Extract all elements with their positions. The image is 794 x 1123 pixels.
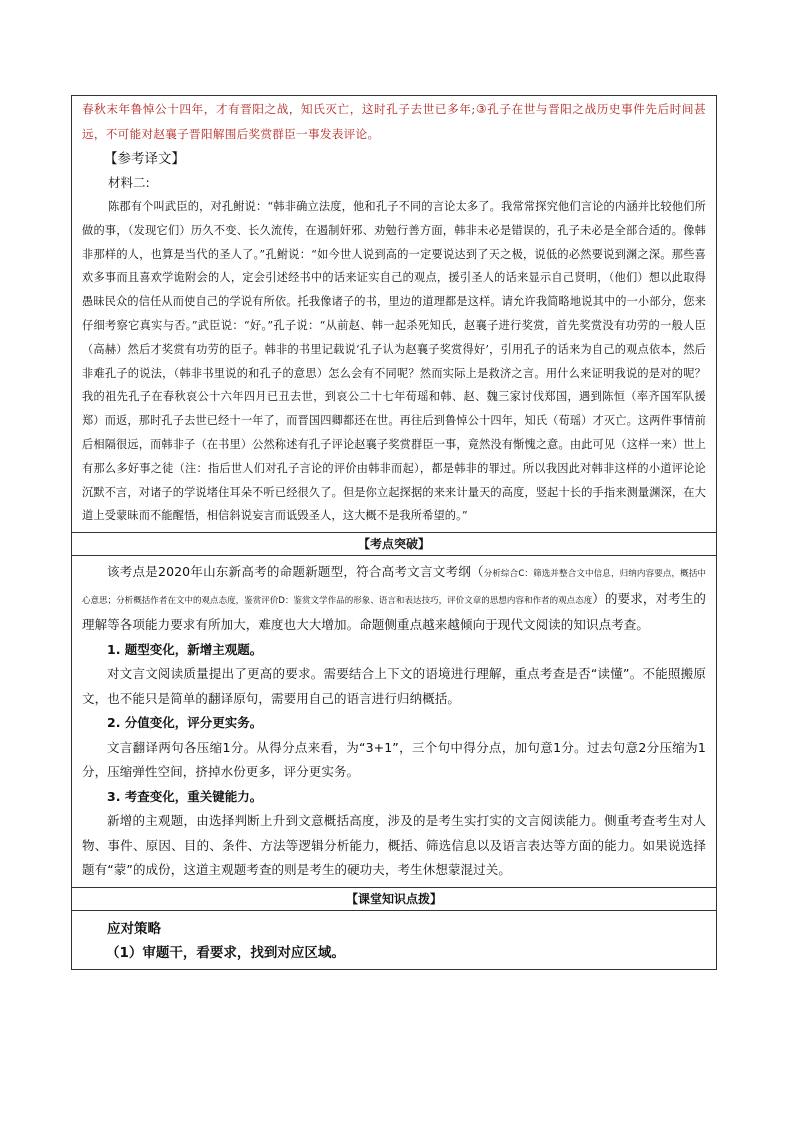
translation-row [72,96,717,533]
point1-title: 1. 题型变化，新增主观题。 [107,641,263,657]
material-label: 材料二: [108,175,150,190]
point2-title: 2. 分值变化，评分更实务。 [107,715,263,731]
knowledge-header: 【课堂知识点拨】 [72,887,717,910]
translation-heading: 【参考译文】 [104,151,185,167]
translation-text: 陈郡有个叫武臣的，对孔鲋说：“韩非确立法度，他和孔子不同的言论太多了。我常常探究他们言论的内涵并比较他们所做的事，（发现它们）历久不变、长久流传，在遏制奸邪、劝勉行善方面，韩非未必是错误的，孔子未必是全部合适的。像韩非那样的人，也算是当代的圣人了。”孔鲋说：“如今世人说到高的一定要说达到了天之极，说低的必然要说到渊之深。那些喜欢多事而且喜欢学诡附会的人，定会引述经书中的话来证实自己的观点，援引圣人的话来显示自己贤明，（他们）想以此取得愚昧民众的信任从而使自己的学说有所依。托我像诸子的书，里边的道理都是这样。请允许我简略地说其中的一小部分，您来仔细考察它真实与否。”武臣说：“好。”孔子说：“从前赵、韩一起杀死知氏，赵襄子进行奖赏，首先奖赏没有功劳的一般人臣（高赫）然后才奖赏有功劳的臣子。韩非的书里记载说‘孔子认为赵襄子奖赏得好’，引用孔子的话来为自己的观点依本，然后非难孔子的说法，（韩非书里说的和孔子的意思）怎么会有不同呢？然而实际上是救济之言。用什么来证明我说的是对的呢？我的祖先孔子在春秋哀公十六年四月已丑去世，到哀公二十七年荀瑶和韩、赵、魏三家讨伐郑国，遇到陈恒（率齐国军队援郑）而返，那时孔子去世已经十一年了，而晋国四卿都还在世。再往后到鲁悼公十四年，知氏（荀瑶）才灭亡。这两件事情前后相隔很远，而韩非子（在书里）公然称述有孔子评论赵襄子奖赏群臣一事，竟然没有惭愧之意。由此可见（这样一来）世上有那么多好事之徒（注：指后世人们对孔子言论的评价由韩非而起），都是韩非的罪过。所以我因此对韩非这样的小道评论论沉默不言，对诸子的学说堵住耳朵不听已经很久了。但是你立起探据的来来计量天的高度，竖起十长的手指来测量渊深，在大道上受蒙昧而不能醒悟，相信斜说妄言而诋毁圣人，这大概不是我所希望的。” [82,200,706,523]
knowledge-cell [72,910,717,969]
point1-text: 对文言文阅读质量提出了更高的要求。需要结合上下文的语境进行理解，重点考查是否“读懂”。不能照搬原文，也不能只是简单的翻译原句，需要用自己的语言进行归纳概括。 [82,666,706,706]
translation-cell [72,96,717,533]
exam-points-cell [72,556,717,888]
knowledge-row [72,910,717,969]
red-answer-text [82,96,706,147]
red-text-part2: 孔子在世与晋阳之战历史事件先后时间甚远，不可能对赵襄子晋阳解围后奖赏群臣一事发表评论。 [82,102,707,141]
red-text-part1: 春秋末年鲁悼公十四年，才有晋阳之战，知氏灭亡，这时孔子去世已多年; [82,102,476,116]
strategy-title: 应对策略 [107,920,161,937]
exam-points-header-row [72,533,717,556]
exam-points-header: 【考点突破】 [72,533,717,556]
exam-intro-main: 该考点是2020年山东新高考的命题新题型，符合高考文言文考纲（ [107,564,484,580]
exam-points-row [72,556,717,888]
strategy-item-1: （1）审题干，看要求，找到对应区域。 [106,944,345,961]
point2-text: 文言翻译两句各压缩1分。从得分点来看，为“3+1”，三个句中得分点，加句意1分。过去句意2分压缩为1分，压缩弹性空间，挤掉水份更多，评分更实务。 [82,739,706,780]
knowledge-header-row [72,887,717,910]
circle-number: ③ [475,102,488,116]
exam-intro [82,560,706,638]
exam-intro-rest: ）的要求，对考生的理解等各项能力要求有所加大，难度也大大增加。命题侧重点越来越倾向于现代文阅读的知识点考查。 [82,590,706,633]
point3-text: 新增的主观题，由选择判断上升到文意概括高度，涉及的是考生实打实的文言阅读能力。侧重考查考生对人物、事件、原因、目的、条件、方法等逻辑分析能力，概括、筛选信息以及语言表达等方面的能力。如果说选择题有“蒙”的成份，这道主观题考查的则是考生的硬功夫，考生休想蒙混过关。 [82,813,706,878]
point3-title: 3. 考查变化，重关键能力。 [107,788,263,804]
exam-intro-note: 分析综合C：筛选并整合文中信息，归纳内容要点，概括中心意思；分析概括作者在文中的观点态度，鉴赏评价D：鉴赏文学作品的形象、语言和表达技巧，评价文章的思想内容和作者的观点态度 [82,569,706,606]
content-table [71,95,717,970]
